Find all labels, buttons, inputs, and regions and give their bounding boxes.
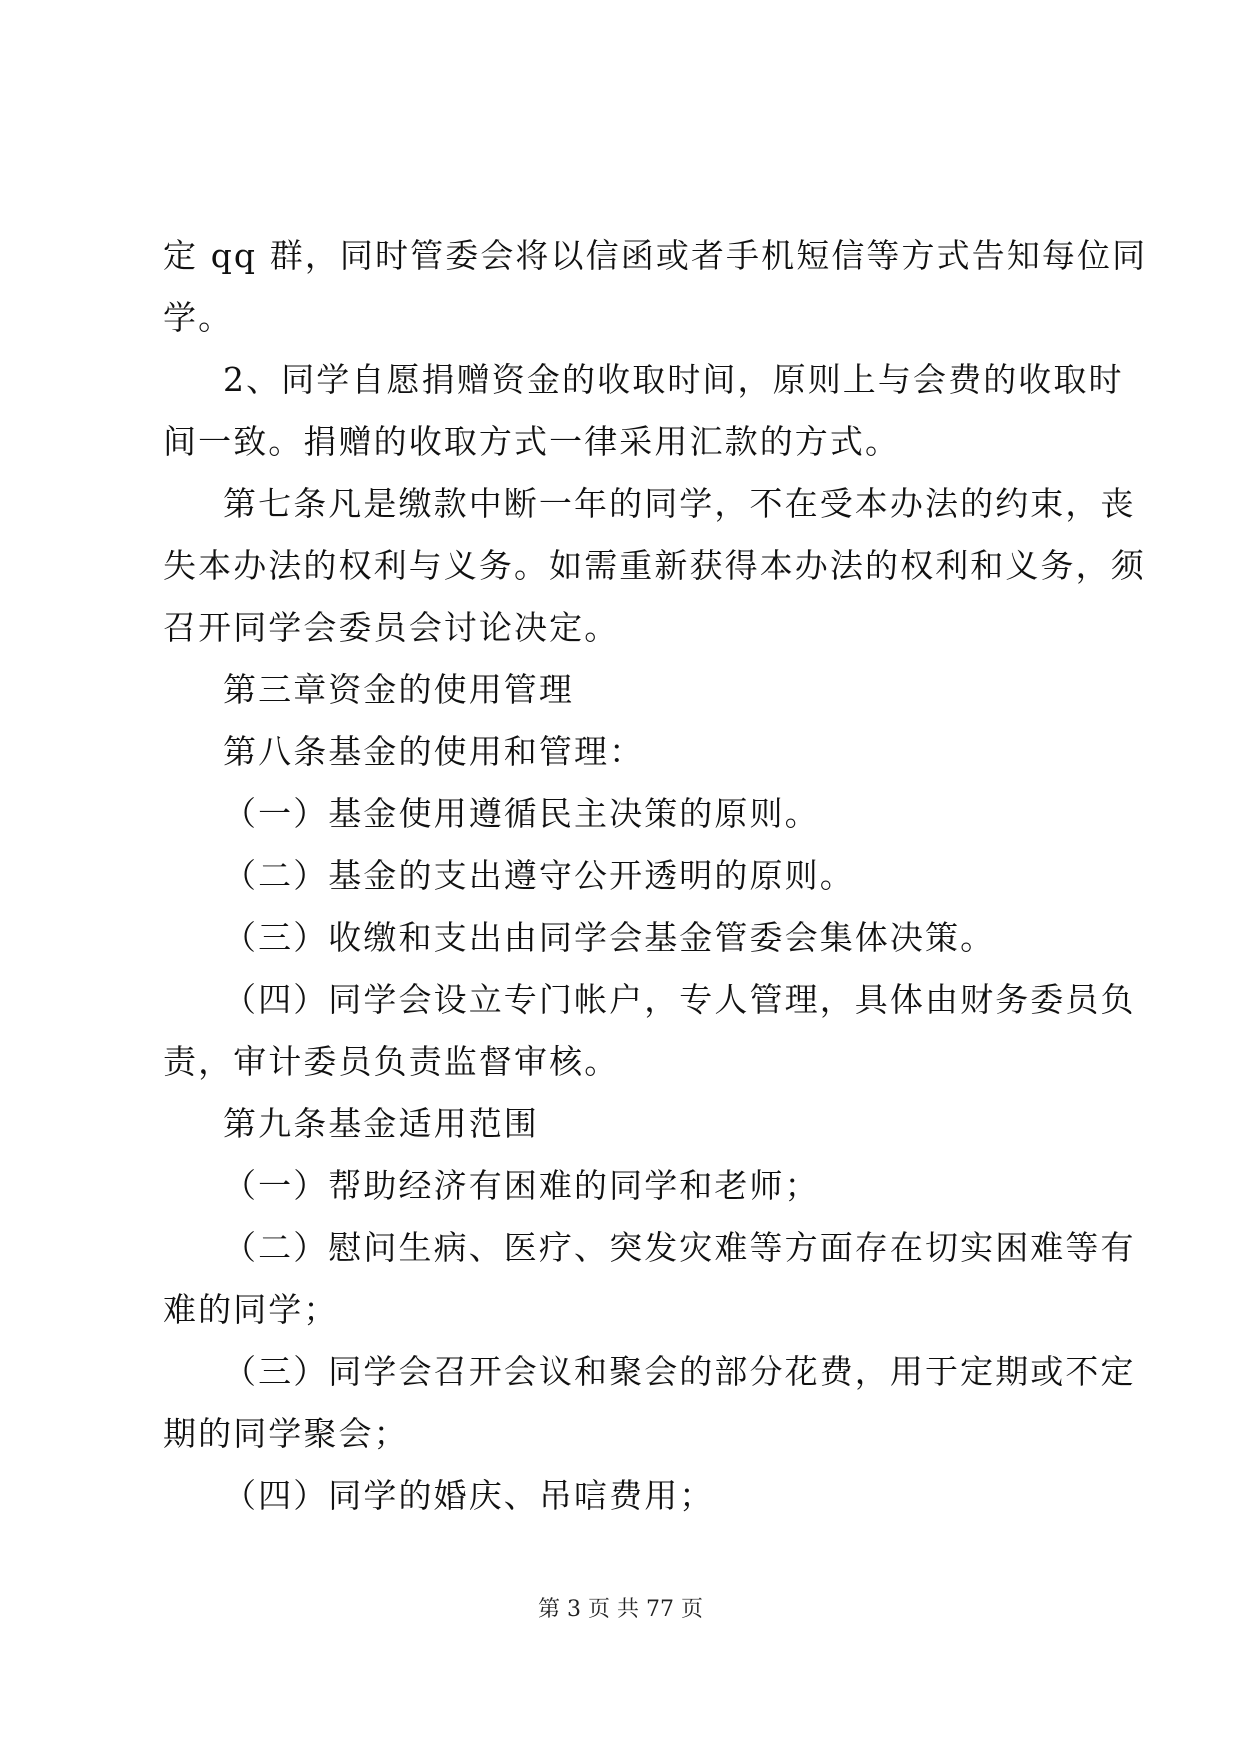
document-line: 失本办法的权利与义务。如需重新获得本办法的权利和义务，须	[163, 546, 1146, 585]
document-line: 召开同学会委员会讨论决定。	[163, 608, 620, 647]
document-line: （一）基金使用遵循民主决策的原则。	[223, 794, 820, 833]
document-line: （三）同学会召开会议和聚会的部分花费，用于定期或不定	[223, 1352, 1136, 1391]
document-line: 期的同学聚会；	[163, 1414, 409, 1453]
document-line: 第三章资金的使用管理	[223, 670, 574, 709]
document-line: 第七条凡是缴款中断一年的同学，不在受本办法的约束，丧	[223, 484, 1136, 523]
document-body	[163, 225, 1148, 1527]
document-line: （三）收缴和支出由同学会基金管委会集体决策。	[223, 918, 996, 957]
document-line: 学。	[163, 298, 234, 337]
document-line: 难的同学；	[163, 1290, 339, 1329]
document-line: （四）同学的婚庆、吊唁费用；	[223, 1476, 715, 1515]
document-line: 第九条基金适用范围	[223, 1104, 539, 1143]
document-line: 第八条基金的使用和管理：	[223, 732, 645, 771]
document-line: 2、同学自愿捐赠资金的收取时间，原则上与会费的收取时	[223, 360, 1124, 399]
document-line: （二）慰问生病、医疗、突发灾难等方面存在切实困难等有	[223, 1228, 1136, 1267]
document-line: 定 qq 群，同时管委会将以信函或者手机短信等方式告知每位同	[163, 236, 1148, 275]
document-line: （一）帮助经济有困难的同学和老师；	[223, 1166, 820, 1205]
document-line: 责，审计委员负责监督审核。	[163, 1042, 620, 1081]
page-footer: 第 3 页 共 77 页	[538, 1597, 703, 1622]
document-line: 间一致。捐赠的收取方式一律采用汇款的方式。	[163, 422, 901, 461]
document-line: （四）同学会设立专门帐户，专人管理，具体由财务委员负	[223, 980, 1136, 1019]
document-line: （二）基金的支出遵守公开透明的原则。	[223, 856, 855, 895]
